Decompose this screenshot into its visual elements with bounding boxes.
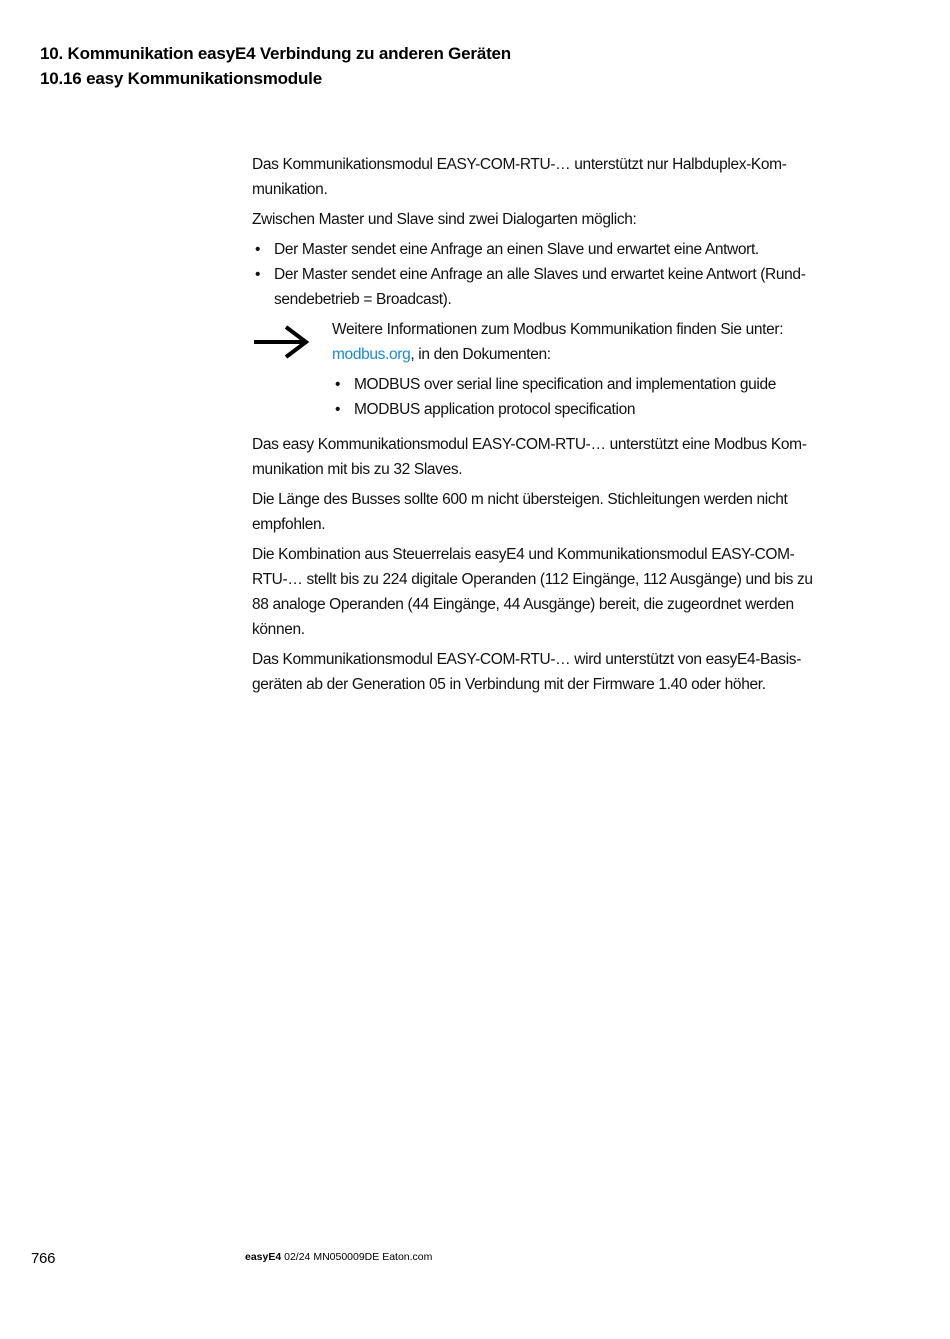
main-content — [252, 152, 872, 702]
paragraph-halfduplex — [252, 152, 872, 202]
footer-info — [245, 1251, 432, 1263]
document-list — [332, 372, 872, 422]
bullet-icon: • — [335, 376, 341, 393]
bullet-icon: • — [335, 401, 341, 418]
paragraph-line: Das Kommunikationsmodul EASY-COM-RTU-… unterstützt nur Halbduplex-Kom- — [252, 156, 787, 173]
info-note — [252, 317, 872, 422]
list-item: • MODBUS over serial line specification and implementation guide — [332, 372, 872, 397]
bullet-icon: • — [255, 241, 261, 258]
note-text: Weitere Informationen zum Modbus Kommunikation finden Sie unter: modbus.org, in den Dokumenten: — [332, 321, 784, 363]
list-item: • MODBUS application protocol specification — [332, 397, 872, 422]
paragraph-bus-length: Die Länge des Busses sollte 600 m nicht übersteigen. Stichleitungen werden nicht empfohlen. — [252, 491, 788, 533]
arrow-right-icon — [252, 325, 310, 359]
footer-brand: easyE4 — [245, 1251, 282, 1263]
page-number: 766 — [31, 1250, 56, 1267]
paragraph-support: Das Kommunikationsmodul EASY-COM-RTU-… wird unterstützt von easyE4-Basis- geräten ab der Generation 05 in Verbindung mit der Firmware 1.40 oder höher. — [252, 651, 802, 693]
paragraph-operands: Die Kombination aus Steuerrelais easyE4 und Kommunikationsmodul EASY-COM- RTU-… stellt bis zu 224 digitale Operanden (112 Eingänge, 112 Ausgänge) und bis zu 88 analoge Operanden (44 Eingänge, 44 Ausgänge) bereit, die zugeordnet werden können. — [252, 546, 813, 638]
modbus-link[interactable]: modbus.org — [332, 346, 411, 363]
chapter-title: 10. Kommunikation easyE4 Verbindung zu anderen Geräten — [40, 44, 511, 63]
list-item: • Der Master sendet eine Anfrage an einen Slave und erwartet eine Antwort. — [252, 237, 872, 262]
dialog-types-list — [252, 237, 872, 312]
section-title: 10.16 easy Kommunikationsmodule — [40, 69, 322, 88]
footer-document-info: 02/24 MN050009DE Eaton.com — [284, 1251, 433, 1263]
page-header — [40, 41, 511, 91]
paragraph-slaves: Das easy Kommunikationsmodul EASY-COM-RTU-… unterstützt eine Modbus Kom- munikation mit bis zu 32 Slaves. — [252, 436, 807, 478]
bullet-icon: • — [255, 266, 261, 283]
list-item: • Der Master sendet eine Anfrage an alle Slaves und erwartet keine Antwort (Rund- sendebetrieb = Broadcast). — [252, 262, 872, 312]
paragraph-dialog-types: Zwischen Master und Slave sind zwei Dialogarten möglich: — [252, 211, 637, 228]
paragraph-line: munikation. — [252, 181, 328, 198]
